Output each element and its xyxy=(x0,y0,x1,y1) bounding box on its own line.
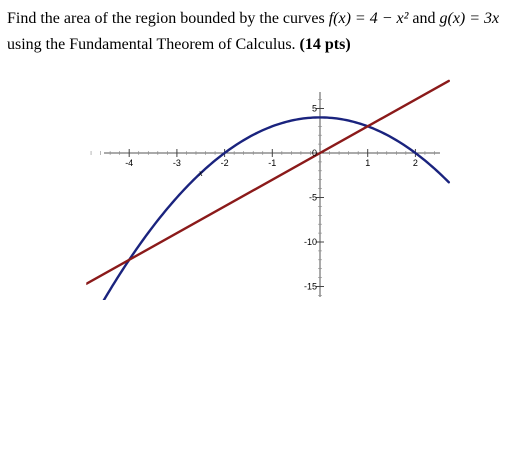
question-intro: Find the area of the region bounded by the curves xyxy=(7,10,329,27)
curves-clipped xyxy=(86,81,449,331)
x-tick-label: -3 xyxy=(172,158,181,168)
x-axis-label: x xyxy=(198,168,203,178)
and-word: and xyxy=(408,10,440,27)
y-tick-label: -10 xyxy=(303,237,317,247)
x-tick-label: -4 xyxy=(125,158,134,168)
question-line2: using the Fundamental Theorem of Calculus. xyxy=(7,36,296,53)
line-curve xyxy=(86,81,449,284)
axes xyxy=(91,92,440,297)
x-tick-label: 2 xyxy=(412,158,418,168)
curves xyxy=(86,81,449,331)
parabola-curve xyxy=(86,117,449,331)
y-tick-label: -5 xyxy=(308,192,317,203)
f-expression: f(x) = 4 − x² xyxy=(328,10,409,27)
y-tick-label: -15 xyxy=(303,281,317,292)
y-tick-label: 0 xyxy=(311,148,317,158)
x-tick-label: -1 xyxy=(268,158,277,168)
x-tick-label: -2 xyxy=(220,158,229,168)
g-expression: g(x) = 3x xyxy=(439,10,500,27)
y-tick-label: 5 xyxy=(311,103,317,114)
x-tick-label: 1 xyxy=(365,158,371,168)
points-label: (14 pts) xyxy=(299,36,351,53)
tick-labels xyxy=(125,104,418,292)
